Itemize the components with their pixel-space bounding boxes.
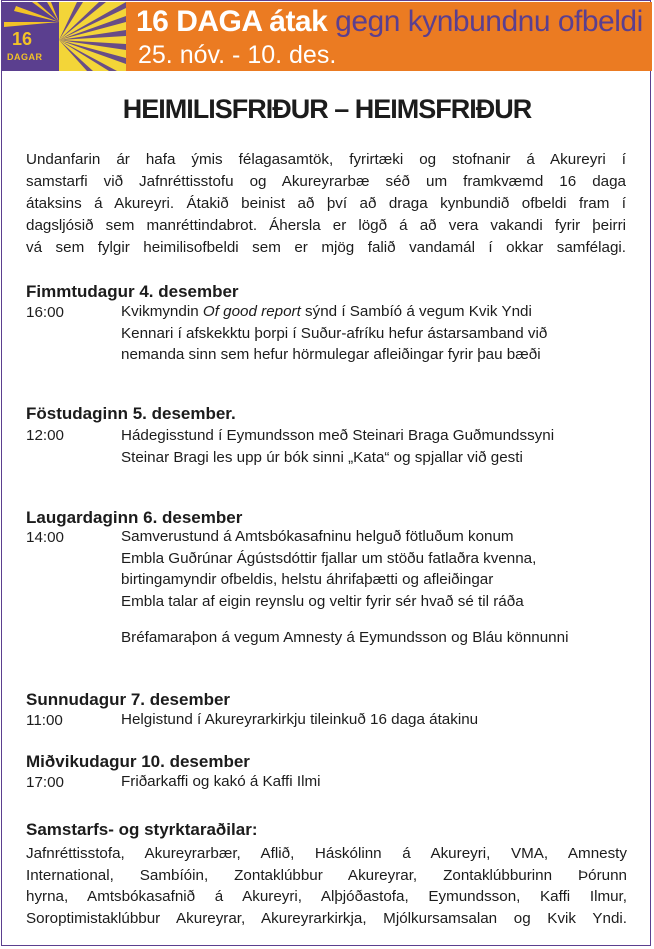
event-line: Helgistund í Akureyrarkirkju tileinkuð 16 daga átakinu bbox=[121, 711, 479, 728]
event-day-heading: Föstudaginn 5. desember. bbox=[26, 404, 236, 423]
event-description bbox=[121, 709, 478, 731]
16-dagar-logo bbox=[2, 2, 59, 71]
intro-line: vá sem fylgir heimilisofbeldi sem er mjög falið vandamál í okkar samfélagi. bbox=[26, 239, 626, 256]
event-time: 12:00 bbox=[26, 427, 65, 444]
event-description bbox=[121, 425, 554, 468]
intro-line: átaksins á Akureyri. Átakið beinist að því að draga kynbundið ofbeldi fram í bbox=[26, 195, 626, 212]
event-time: 11:00 bbox=[26, 712, 63, 729]
event-line: Samverustund á Amtsbókasafninu helguð fötluðum konum bbox=[121, 528, 514, 545]
sunburst-icon bbox=[59, 2, 126, 71]
intro-line: samstarfi við Jafnréttisstofu og Akureyrarbæ séð um framkvæmd 16 daga bbox=[26, 173, 626, 190]
campaign-dates: 25. nóv. - 10. des. bbox=[138, 41, 337, 69]
intro-line: Undanfarin ár hafa ýmis félagasamtök, fyrirtæki og stofnanir á Akureyri í bbox=[26, 151, 626, 168]
event-line: birtingamyndir ofbeldis, helstu áhrifaþætti og afleiðingar bbox=[121, 571, 494, 588]
header-banner bbox=[2, 2, 652, 71]
event-description bbox=[121, 771, 321, 793]
event-line: Friðarkaffi og kakó á Kaffi Ilmi bbox=[121, 773, 321, 790]
event-time: 17:00 bbox=[26, 774, 65, 791]
intro-paragraph bbox=[26, 149, 626, 259]
event-line: Hádegisstund í Eymundsson með Steinari Braga Guðmundssyni bbox=[121, 427, 555, 444]
campaign-title-rest: gegn kynbundnu ofbeldi bbox=[327, 5, 643, 38]
event-line: Kvikmyndin Of good report sýnd í Sambíó á vegum Kvik Yndi bbox=[121, 303, 532, 320]
event-day-heading: Miðvikudagur 10. desember bbox=[26, 752, 250, 771]
event-line: nemanda sinn sem hefur hörmulegar afleiðingar fyrir þau bæði bbox=[121, 346, 541, 363]
event-line: Steinar Bragi les upp úr bók sinni „Kata“ og spjallar við gesti bbox=[121, 448, 523, 466]
event-extra-line: Bréfamaraþon á vegum Amnesty á Eymundsson og Bláu könnunni bbox=[121, 629, 569, 646]
sponsors-line: Jafnréttisstofa, Akureyrarbær, Aflið, Háskólinn á Akureyri, VMA, Amnesty bbox=[26, 845, 627, 862]
event-description bbox=[121, 526, 536, 612]
campaign-title bbox=[136, 6, 643, 38]
sponsors-list bbox=[26, 843, 627, 929]
event-line: Embla Guðrúnar Ágústsdóttir fjallar um stöðu fatlaðra kvenna, bbox=[121, 549, 537, 567]
event-line: Embla talar af eigin reynslu og veltir fyrir sér hvað sé til ráða bbox=[121, 592, 524, 610]
page-border bbox=[1, 0, 651, 946]
logo-word: DAGAR bbox=[7, 52, 43, 62]
event-line: Kennari í afskekktu þorpi í Suður-afríku hefur ástarsamband við bbox=[121, 324, 548, 342]
film-title: Of good report bbox=[202, 303, 301, 320]
event-description bbox=[121, 301, 547, 366]
sponsors-line: Soroptimistaklúbbur Akureyrar, Akureyrarkirkja, Mjólkursamsalan og Kvik Yndi. bbox=[26, 909, 627, 927]
intro-line: dagsljósið sem manréttindabrot. Áhersla er lögð á að vera vakandi fyrir þeirri bbox=[26, 217, 626, 234]
event-day-heading: Fimmtudagur 4. desember bbox=[26, 282, 239, 301]
event-time: 16:00 bbox=[26, 304, 65, 321]
logo-number: 16 bbox=[12, 29, 33, 49]
sponsors-heading: Samstarfs- og styrktaraðilar: bbox=[26, 820, 258, 839]
event-time: 14:00 bbox=[26, 529, 65, 546]
event-day-heading: Laugardaginn 6. desember bbox=[26, 508, 243, 527]
event-day-heading: Sunnudagur 7. desember bbox=[26, 690, 231, 709]
sponsors-line: hyrna, Amtsbókasafnið á Akureyri, Alþjóðastofa, Eymundsson, Kaffi Ilmur, bbox=[26, 888, 627, 905]
page-title: HEIMILISFRIÐUR – HEIMSFRIÐUR bbox=[122, 94, 532, 124]
sponsors-line: International, Sambíóin, Zontaklúbbur Akureyrar, Zontaklúbburinn Þórunn bbox=[26, 866, 627, 884]
campaign-title-bold: 16 DAGA átak bbox=[136, 5, 328, 38]
